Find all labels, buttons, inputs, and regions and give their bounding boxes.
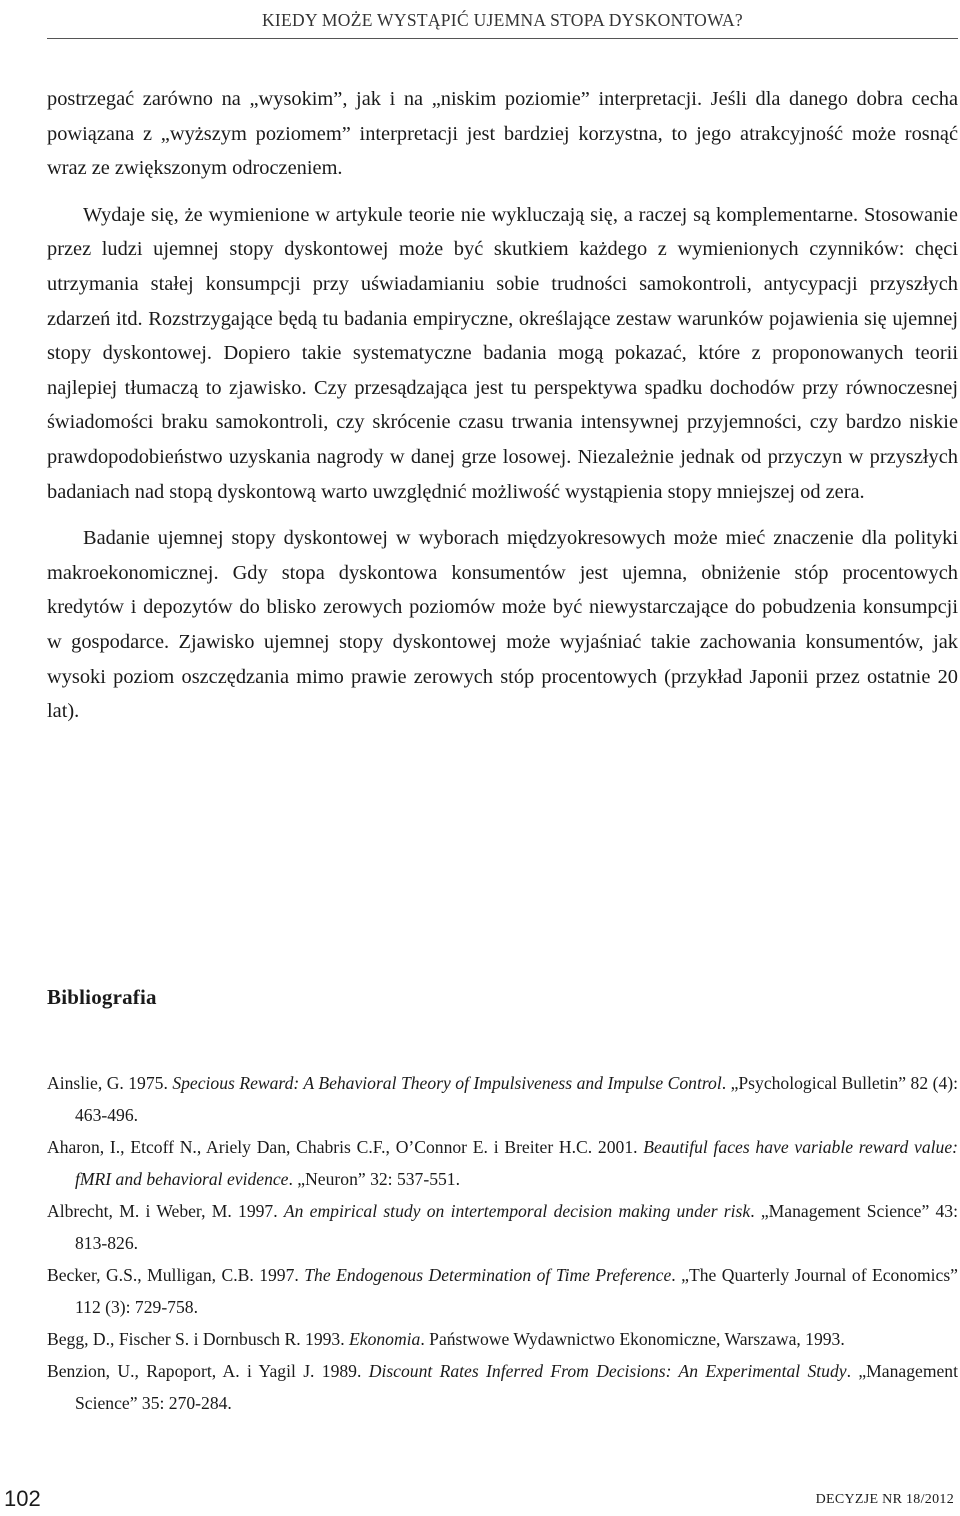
bibliography-heading: Bibliografia <box>47 985 157 1009</box>
reference-item <box>47 1323 958 1355</box>
reference-title: The Endogenous Determination of Time Preference <box>304 1265 672 1285</box>
reference-authors: Albrecht, M. i Weber, M. 1997. <box>47 1201 284 1221</box>
journal-footer: DECYZJE NR 18/2012 <box>815 1492 954 1507</box>
running-header: KIEDY MOŻE WYSTĄPIĆ UJEMNA STOPA DYSKONTOWA? <box>261 10 744 30</box>
reference-item <box>47 1067 958 1131</box>
bibliography-list <box>47 1067 958 1419</box>
page-number: 102 <box>4 1486 41 1511</box>
reference-item <box>47 1259 958 1323</box>
reference-item <box>47 1355 958 1419</box>
body-text <box>47 82 958 729</box>
reference-authors: Benzion, U., Rapoport, A. i Yagil J. 1989. <box>47 1361 369 1381</box>
paragraph-1: postrzegać zarówno na „wysokim”, jak i na „niskim poziomie” interpretacji. Jeśli dla danego dobra cecha powiązana z „wyższym poziomem” interpretacji jest bardziej korzystna, to jego atrakcyjność może rosnąć wraz ze zwiększonym odroczeniem. <box>47 88 958 180</box>
reference-source: . „Psychological Bulletin” 82 (4): 463-496. <box>75 1073 958 1125</box>
reference-item <box>47 1131 958 1195</box>
header-divider <box>47 38 958 39</box>
reference-source: . Państwowe Wydawnictwo Ekonomiczne, Warszawa, 1993. <box>420 1329 845 1349</box>
reference-source: . „Management Science” 43: 813-826. <box>75 1201 958 1253</box>
reference-title: Specious Reward: A Behavioral Theory of Impulsiveness and Impulse Control <box>172 1073 722 1093</box>
reference-authors: Ainslie, G. 1975. <box>47 1073 173 1093</box>
reference-title: Beautiful faces have variable reward value: fMRI and behavioral evidence <box>75 1137 959 1189</box>
reference-source: . „Neuron” 32: 537-551. <box>288 1169 460 1189</box>
reference-source: . „The Quarterly Journal of Economics” 112 (3): 729-758. <box>75 1265 958 1317</box>
reference-title: Ekonomia <box>349 1329 421 1349</box>
reference-source: . „Management Science” 35: 270-284. <box>75 1361 958 1413</box>
reference-title: An empirical study on intertemporal decision making under risk <box>283 1201 751 1221</box>
reference-authors: Begg, D., Fischer S. i Dornbusch R. 1993. <box>47 1329 350 1349</box>
reference-authors: Aharon, I., Etcoff N., Ariely Dan, Chabris C.F., O’Connor E. i Breiter H.C. 2001. <box>47 1137 644 1157</box>
paragraph-2: Wydaje się, że wymienione w artykule teorie nie wykluczają się, a raczej są komplementarne. Stosowanie przez ludzi ujemnej stopy dyskontowej może być skutkiem każdego z wymienionych czynników: chęci utrzymania stałej konsumpcji przy uświadamianiu sobie trudności samokontroli, antycypacji przyszłych zdarzeń itd. Rozstrzygające będą tu badania empiryczne, określające zestaw warunków pojawienia się ujemnej stopy dyskontowej. Dopiero takie systematyczne badania mogą pokazać, które z proponowanych teorii najlepiej tłumaczą to zjawisko. Czy przesądzająca jest tu perspektywa spadku dochodów przy równoczesnej świadomości braku samokontroli, czy skrócenie czasu trwania intensywnej przyjemności, czy bardzo niskie prawdopodobieństwo uzyskania nagrody w danej grze losowej. Niezależnie jednak od przyczyn w przyszłych badaniach nad stopą dyskontową warto uwzględnić możliwość wystąpienia stopy mniejszej od zera. <box>47 203 958 503</box>
reference-authors: Becker, G.S., Mulligan, C.B. 1997. <box>47 1265 305 1285</box>
reference-item <box>47 1195 958 1259</box>
paragraph-3: Badanie ujemnej stopy dyskontowej w wyborach międzyokresowych może mieć znaczenie dla polityki makroekonomicznej. Gdy stopa dyskontowa konsumentów jest ujemna, obniżenie stóp procentowych kredytów i depozytów do blisko zerowych poziomów może być niewystarczające do pobudzenia konsumpcji w gospodarce. Zjawisko ujemnej stopy dyskontowej może wyjaśniać takie zachowania konsumentów, jak wysoki poziom oszczędzania mimo prawie zerowych stóp procentowych (przykład Japonii przez ostatnie 20 lat). <box>47 527 958 723</box>
reference-title: Discount Rates Inferred From Decisions: An Experimental Study <box>368 1361 847 1381</box>
